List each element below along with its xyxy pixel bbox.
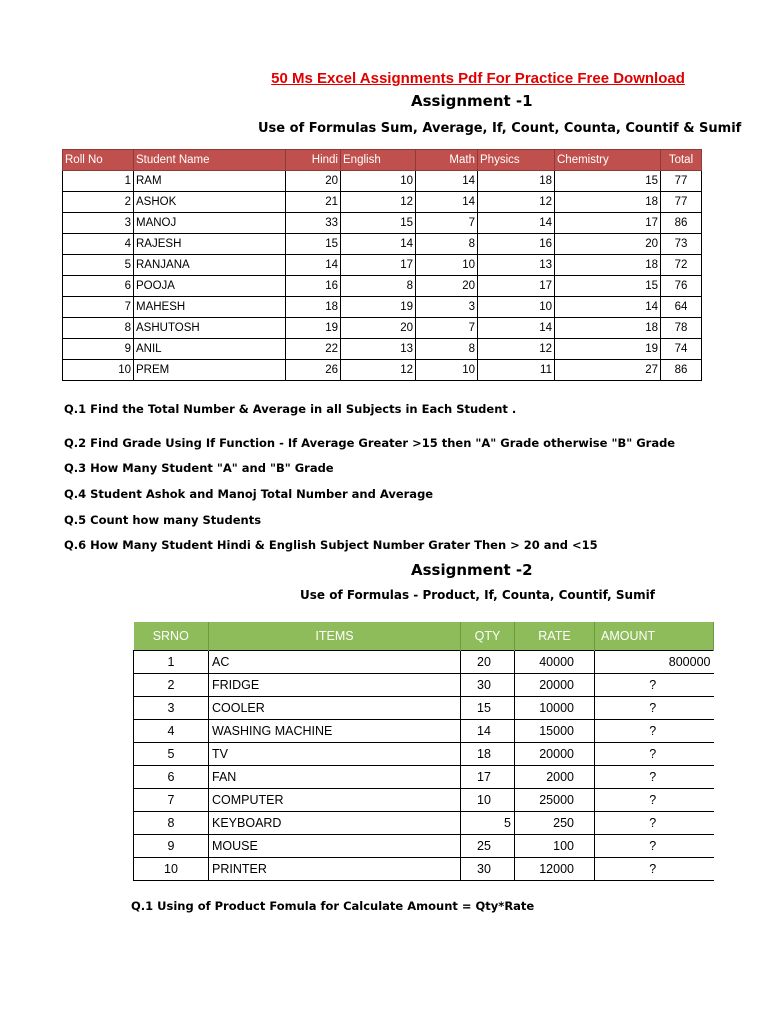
table-cell: 8 [341, 276, 416, 297]
table-cell: 17 [341, 255, 416, 276]
table-cell: 3 [63, 213, 134, 234]
col-header-chemistry: Chemistry [555, 150, 661, 171]
table-cell: ? [595, 835, 714, 858]
table-cell: RANJANA [134, 255, 286, 276]
table-cell: 10 [63, 360, 134, 381]
table-cell: 14 [286, 255, 341, 276]
table-cell: 1 [134, 651, 209, 674]
table-cell: 20 [416, 276, 478, 297]
table-cell: KEYBOARD [209, 812, 461, 835]
table-cell: ASHUTOSH [134, 318, 286, 339]
table-cell: 11 [478, 360, 555, 381]
table-cell: FRIDGE [209, 674, 461, 697]
table-cell: 100 [515, 835, 595, 858]
table-cell: 64 [661, 297, 702, 318]
table-cell: ? [595, 674, 714, 697]
table-cell: PREM [134, 360, 286, 381]
table-cell: ? [595, 766, 714, 789]
table-cell: 12 [478, 192, 555, 213]
table-row [134, 766, 714, 789]
table-cell: 12000 [515, 858, 595, 881]
table-cell: 17 [478, 276, 555, 297]
table-row [134, 789, 714, 812]
table-cell: COMPUTER [209, 789, 461, 812]
table-cell: 17 [555, 213, 661, 234]
table-cell: 19 [286, 318, 341, 339]
table-row [134, 720, 714, 743]
table-cell: 25 [461, 835, 515, 858]
table-cell: 77 [661, 192, 702, 213]
table-cell: 18 [555, 318, 661, 339]
table-cell: 76 [661, 276, 702, 297]
table-cell: 1 [63, 171, 134, 192]
table-row [63, 297, 702, 318]
marks-table [62, 149, 702, 381]
assignment2-title: Assignment -2 [411, 561, 533, 579]
table-cell: 15 [341, 213, 416, 234]
table-cell: 20000 [515, 674, 595, 697]
col-header-srno: SRNO [134, 622, 209, 651]
question-2-1: Q.1 Using of Product Fomula for Calculate Amount = Qty*Rate [131, 899, 535, 913]
table-cell: 10 [478, 297, 555, 318]
table-cell: 3 [134, 697, 209, 720]
page-link-title[interactable]: 50 Ms Excel Assignments Pdf For Practice Free Download [271, 70, 685, 87]
table-row [134, 674, 714, 697]
table-cell: MOUSE [209, 835, 461, 858]
table-cell: 13 [341, 339, 416, 360]
table-cell: ? [595, 789, 714, 812]
table-cell: 26 [286, 360, 341, 381]
table-cell: MANOJ [134, 213, 286, 234]
table-cell: 12 [478, 339, 555, 360]
table-cell: 14 [555, 297, 661, 318]
table-cell: 20 [555, 234, 661, 255]
assignment2-subtitle: Use of Formulas - Product, If, Counta, Countif, Sumif [300, 588, 655, 602]
table-cell: 12 [341, 360, 416, 381]
table-cell: FAN [209, 766, 461, 789]
table-cell: 18 [555, 192, 661, 213]
table-cell: 8 [134, 812, 209, 835]
table-cell: 16 [286, 276, 341, 297]
table-cell: 17 [461, 766, 515, 789]
table-cell: 14 [461, 720, 515, 743]
col-header-rate: RATE [515, 622, 595, 651]
table-cell: ? [595, 743, 714, 766]
table-cell: 7 [134, 789, 209, 812]
table-cell: ? [595, 858, 714, 881]
table-cell: 86 [661, 360, 702, 381]
table-cell: 27 [555, 360, 661, 381]
table-cell: 8 [416, 234, 478, 255]
table-cell: 7 [416, 213, 478, 234]
table-cell: 10000 [515, 697, 595, 720]
table-row [134, 697, 714, 720]
table-cell: 30 [461, 858, 515, 881]
table-cell: 73 [661, 234, 702, 255]
assignment1-subtitle: Use of Formulas Sum, Average, If, Count, Counta, Countif & Sumif [258, 121, 742, 136]
table-cell: ? [595, 697, 714, 720]
table-cell: 6 [63, 276, 134, 297]
table-cell: 14 [416, 192, 478, 213]
table-row [63, 255, 702, 276]
table-row [63, 339, 702, 360]
marks-table-header [63, 150, 702, 171]
table-row [134, 651, 714, 674]
table-cell: ? [595, 812, 714, 835]
table-cell: 10 [416, 255, 478, 276]
table-cell: 74 [661, 339, 702, 360]
col-header-math: Math [416, 150, 478, 171]
table-row [134, 835, 714, 858]
table-cell: 15 [555, 276, 661, 297]
table-cell: 6 [134, 766, 209, 789]
table-cell: 2000 [515, 766, 595, 789]
table-cell: 10 [341, 171, 416, 192]
table-cell: 2 [63, 192, 134, 213]
question-5: Q.5 Count how many Students [64, 513, 262, 527]
assignment1-title: Assignment -1 [411, 92, 533, 110]
table-cell: 5 [461, 812, 515, 835]
table-cell: RAM [134, 171, 286, 192]
table-cell: 5 [134, 743, 209, 766]
col-header-amount: AMOUNT [595, 622, 714, 651]
col-header-hindi: Hindi [286, 150, 341, 171]
table-cell: 30 [461, 674, 515, 697]
table-row [134, 812, 714, 835]
table-row [63, 360, 702, 381]
table-row [63, 234, 702, 255]
table-cell: TV [209, 743, 461, 766]
col-header-english: English [341, 150, 416, 171]
table-cell: 15 [286, 234, 341, 255]
table-row [134, 858, 714, 881]
table-cell: 7 [416, 318, 478, 339]
col-header-items: ITEMS [209, 622, 461, 651]
table-cell: 25000 [515, 789, 595, 812]
table-cell: 16 [478, 234, 555, 255]
items-table [133, 622, 714, 881]
question-4: Q.4 Student Ashok and Manoj Total Number and Average [64, 487, 434, 501]
table-cell: 4 [134, 720, 209, 743]
table-cell: 9 [134, 835, 209, 858]
table-cell: 77 [661, 171, 702, 192]
table-cell: 15 [555, 171, 661, 192]
table-cell: 20 [286, 171, 341, 192]
table-cell: 9 [63, 339, 134, 360]
table-cell: 72 [661, 255, 702, 276]
table-cell: POOJA [134, 276, 286, 297]
table-cell: 14 [478, 318, 555, 339]
col-header-physics: Physics [478, 150, 555, 171]
table-cell: 8 [416, 339, 478, 360]
table-cell: 10 [134, 858, 209, 881]
table-cell: 20 [461, 651, 515, 674]
table-cell: 13 [478, 255, 555, 276]
table-cell: 18 [461, 743, 515, 766]
table-cell: 20 [341, 318, 416, 339]
col-header-total: Total [661, 150, 702, 171]
col-header-qty: QTY [461, 622, 515, 651]
table-cell: 21 [286, 192, 341, 213]
table-cell: 33 [286, 213, 341, 234]
question-2: Q.2 Find Grade Using If Function - If Average Greater >15 then "A" Grade otherwise "B" Grade [64, 436, 676, 450]
table-row [63, 171, 702, 192]
table-cell: 2 [134, 674, 209, 697]
table-cell: 18 [478, 171, 555, 192]
question-6: Q.6 How Many Student Hindi & English Subject Number Grater Then > 20 and <15 [64, 538, 598, 552]
col-header-student-name: Student Name [134, 150, 286, 171]
table-cell: 86 [661, 213, 702, 234]
table-cell: AC [209, 651, 461, 674]
table-cell: 19 [555, 339, 661, 360]
question-1: Q.1 Find the Total Number & Average in all Subjects in Each Student . [64, 402, 517, 416]
table-row [63, 213, 702, 234]
table-cell: 19 [341, 297, 416, 318]
table-cell: PRINTER [209, 858, 461, 881]
table-cell: 18 [555, 255, 661, 276]
table-cell: 3 [416, 297, 478, 318]
table-cell: ANIL [134, 339, 286, 360]
items-table-header [134, 622, 714, 651]
table-cell: 800000 [595, 651, 714, 674]
table-cell: 20000 [515, 743, 595, 766]
table-cell: 14 [341, 234, 416, 255]
table-cell: 8 [63, 318, 134, 339]
table-cell: MAHESH [134, 297, 286, 318]
table-cell: 78 [661, 318, 702, 339]
table-cell: 15 [461, 697, 515, 720]
question-3: Q.3 How Many Student "A" and "B" Grade [64, 461, 334, 475]
col-header-roll-no: Roll No [63, 150, 134, 171]
table-cell: 18 [286, 297, 341, 318]
table-cell: WASHING MACHINE [209, 720, 461, 743]
table-cell: 14 [416, 171, 478, 192]
table-cell: 15000 [515, 720, 595, 743]
table-row [134, 743, 714, 766]
table-cell: 10 [461, 789, 515, 812]
table-cell: 40000 [515, 651, 595, 674]
table-cell: 4 [63, 234, 134, 255]
table-cell: 22 [286, 339, 341, 360]
table-cell: 7 [63, 297, 134, 318]
table-cell: 12 [341, 192, 416, 213]
table-cell: 250 [515, 812, 595, 835]
table-row [63, 318, 702, 339]
table-cell: ? [595, 720, 714, 743]
table-cell: RAJESH [134, 234, 286, 255]
table-cell: 5 [63, 255, 134, 276]
table-row [63, 276, 702, 297]
table-row [63, 192, 702, 213]
table-cell: COOLER [209, 697, 461, 720]
table-cell: ASHOK [134, 192, 286, 213]
table-cell: 14 [478, 213, 555, 234]
table-cell: 10 [416, 360, 478, 381]
